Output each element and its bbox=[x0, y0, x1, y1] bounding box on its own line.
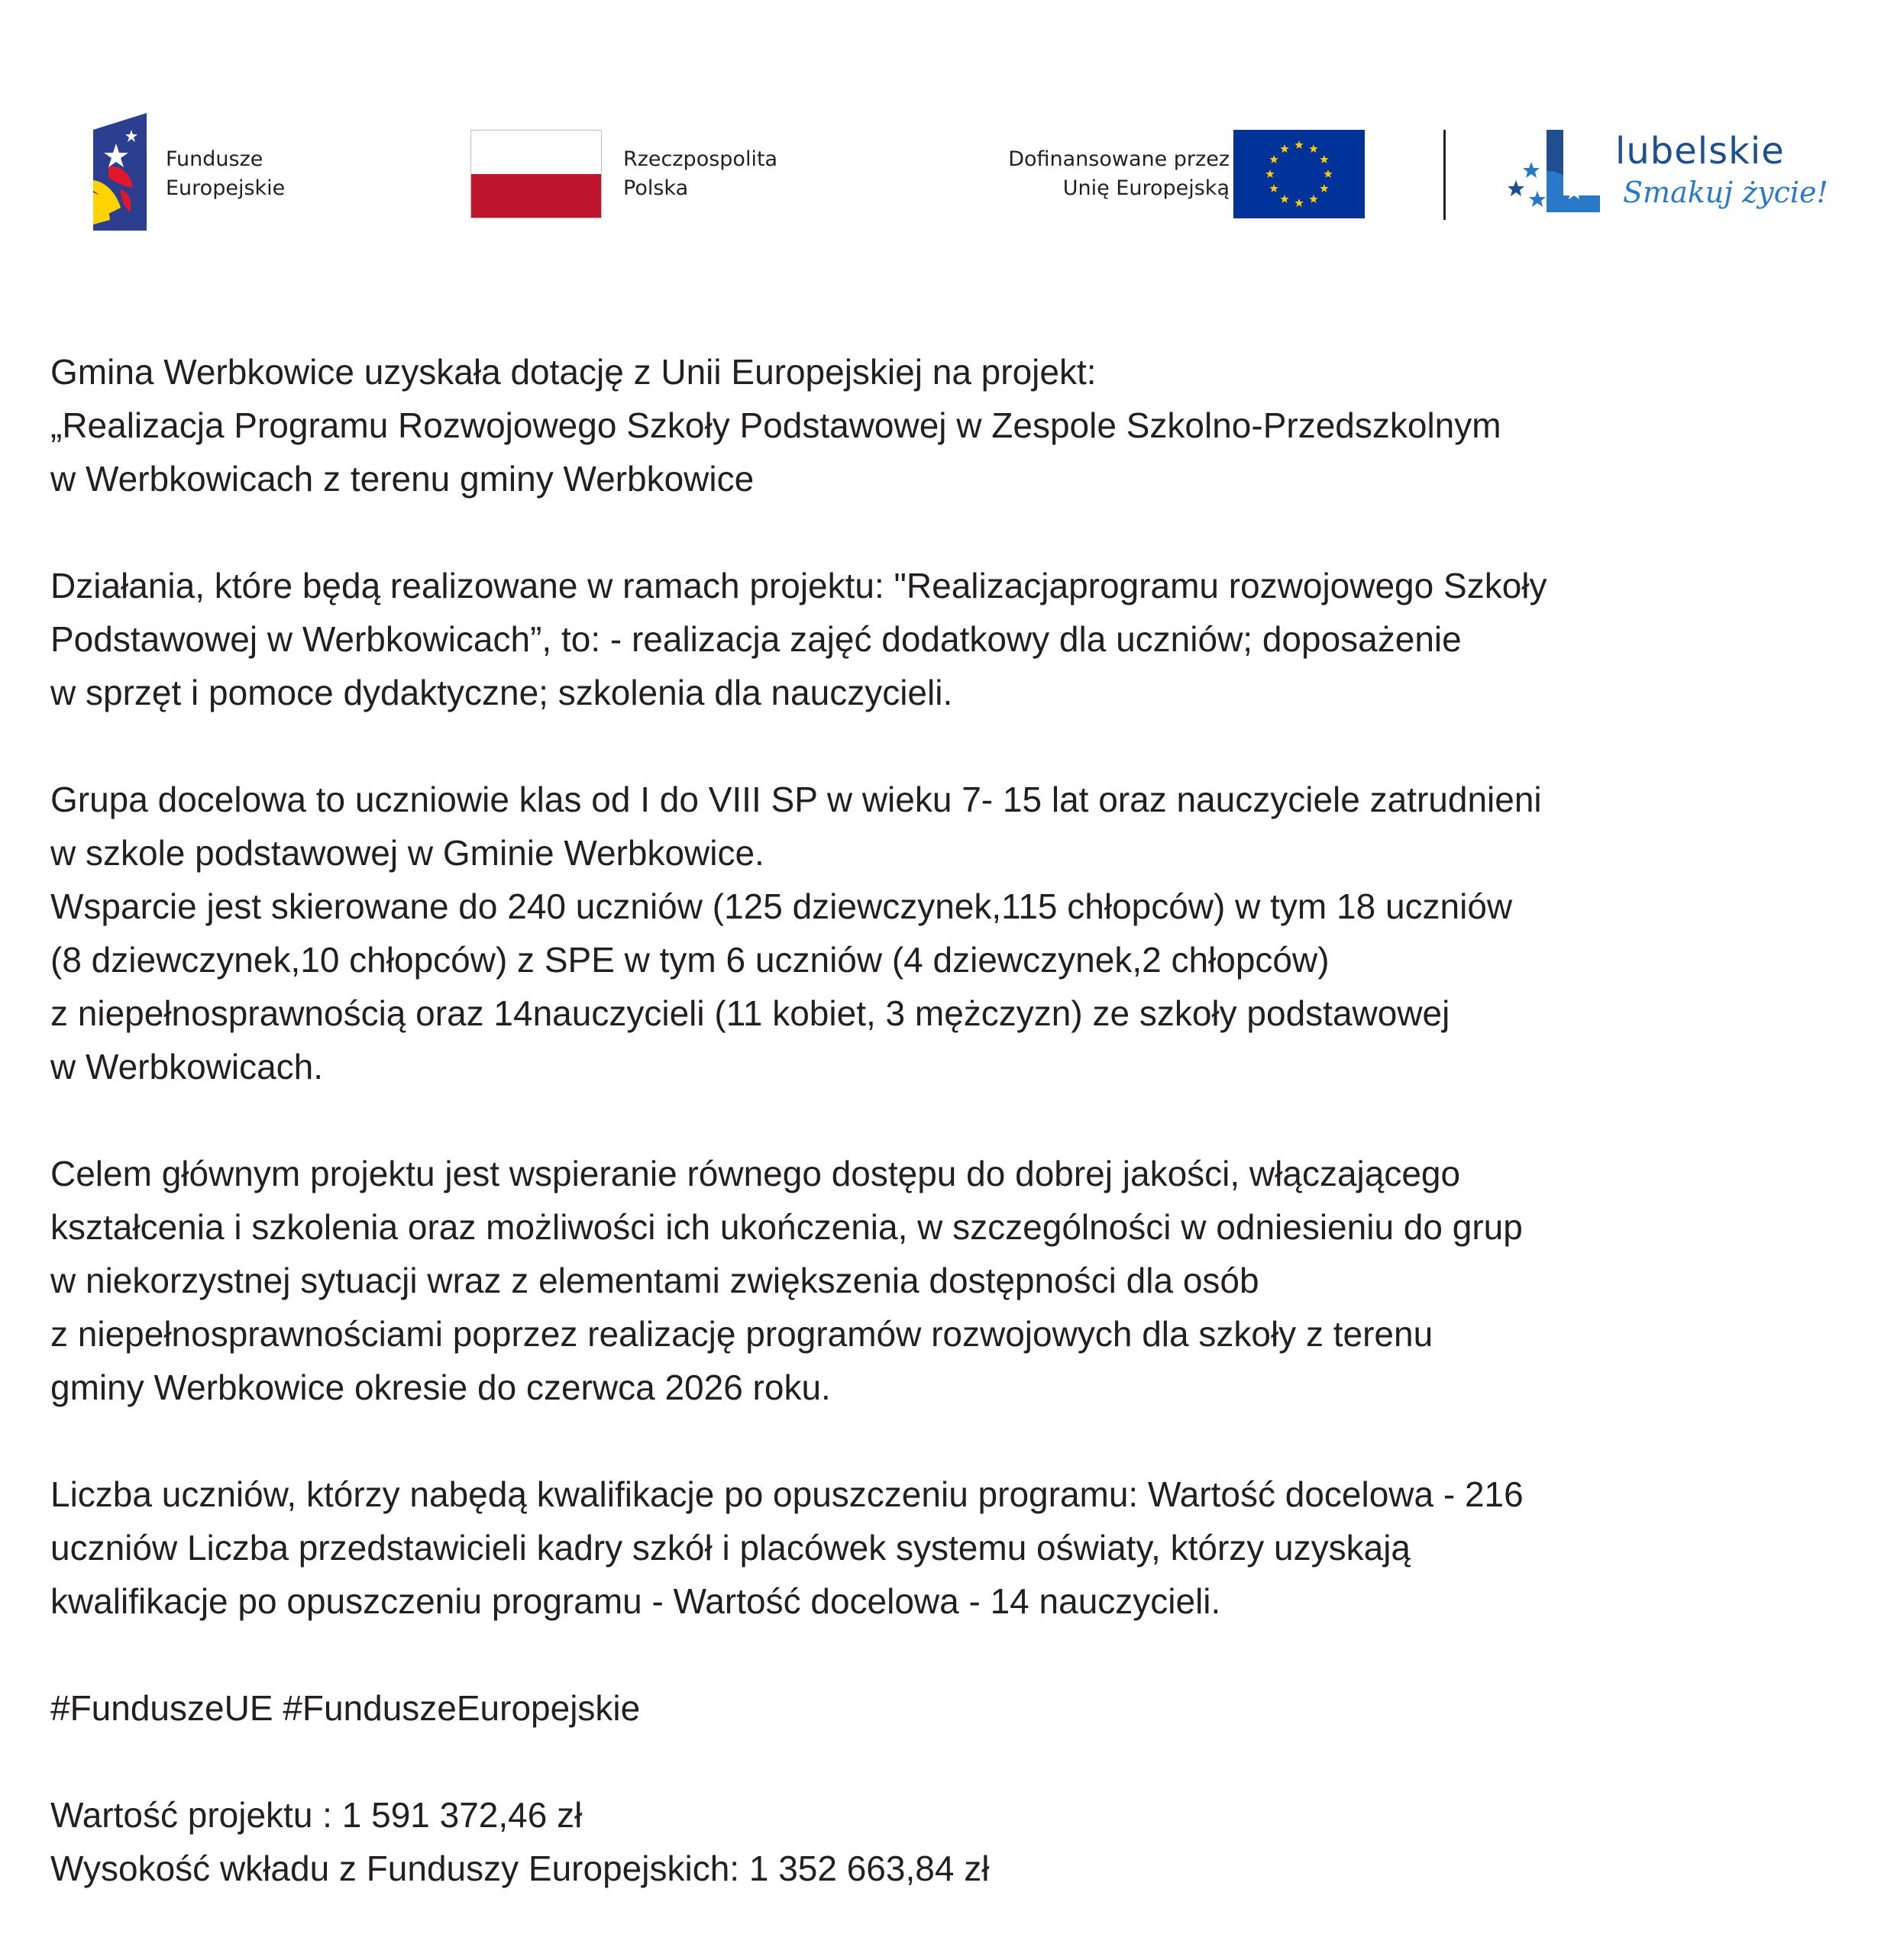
text-line: Gmina Werbkowice uzyskała dotację z Unii Europejskiej na projekt: bbox=[50, 352, 1097, 392]
rzeczpospolita-polska-label bbox=[623, 145, 777, 203]
text-line: z niepełnosprawnościami poprzez realizację programów rozwojowych dla szkoły z terenu bbox=[50, 1314, 1433, 1354]
text-line: Wsparcie jest skierowane do 240 uczniów (125 dziewczynek,115 chłopców) w tym 18 uczniów bbox=[50, 886, 1513, 926]
text-line: z niepełnosprawnością oraz 14nauczycieli (11 kobiet, 3 mężczyzn) ze szkoły podstawowej bbox=[50, 993, 1450, 1033]
poland-flag-icon bbox=[470, 130, 602, 218]
lubelskie-slogan: Smakuj życie! bbox=[1623, 176, 1828, 209]
fundusze-europejskie-label bbox=[166, 145, 285, 203]
paragraph-project-intro bbox=[50, 345, 1868, 505]
lubelskie-name: lubelskie bbox=[1615, 130, 1785, 173]
text-line: „Realizacja Programu Rozwojowego Szkoły Podstawowej w Zespole Szkolno-Przedszkolnym bbox=[50, 405, 1501, 445]
rzeczpospolita-line1: Rzeczpospolita bbox=[623, 147, 778, 171]
logo-divider bbox=[1443, 130, 1446, 220]
rzeczpospolita-line2: Polska bbox=[623, 176, 689, 200]
eu-flag-icon bbox=[1233, 130, 1365, 218]
text-line: Celem głównym projektu jest wspieranie równego dostępu do dobrej jakości, włączającego bbox=[50, 1154, 1461, 1193]
fundusze-europejskie-emblem-icon bbox=[86, 113, 147, 231]
paragraph-main-goal bbox=[50, 1147, 1868, 1414]
text-line: Liczba uczniów, którzy nabędą kwalifikacje po opuszczeniu programu: Wartość docelowa - 216 bbox=[50, 1474, 1524, 1514]
fundusze-line2: Europejskie bbox=[166, 176, 286, 200]
text-line: Działania, które będą realizowane w ramach projektu: "Realizacjaprogramu rozwojowego Szkoły bbox=[50, 566, 1547, 605]
text-line: w szkole podstawowej w Gminie Werbkowice. bbox=[50, 833, 764, 873]
fundusze-line1: Fundusze bbox=[166, 147, 263, 171]
eu-cofinancing-label bbox=[962, 145, 1230, 203]
text-line: w Werbkowicach. bbox=[50, 1047, 324, 1087]
paragraph-indicators bbox=[50, 1468, 1868, 1628]
paragraph-activities bbox=[50, 559, 1868, 719]
text-line: kwalifikacje po opuszczeniu programu - Wartość docelowa - 14 nauczycieli. bbox=[50, 1581, 1221, 1621]
text-line: (8 dziewczynek,10 chłopców) z SPE w tym 6 uczniów (4 dziewczynek,2 chłopców) bbox=[50, 940, 1330, 980]
paragraph-hashtags bbox=[50, 1681, 1868, 1735]
text-line: uczniów Liczba przedstawicieli kadry szkół i placówek systemu oświaty, którzy uzyskają bbox=[50, 1528, 1411, 1568]
text-line: Podstawowej w Werbkowicach”, to: - realizacja zajęć dodatkowy dla uczniów; doposażenie bbox=[50, 619, 1462, 659]
text-line: kształcenia i szkolenia oraz możliwości ich ukończenia, w szczególności w odniesieniu do grup bbox=[50, 1207, 1523, 1247]
eu-line1: Dofinansowane przez bbox=[1008, 147, 1230, 171]
eu-contribution-value: Wysokość wkładu z Funduszy Europejskich: 1 352 663,84 zł bbox=[50, 1849, 990, 1888]
lubelskie-emblem-icon bbox=[1508, 130, 1608, 218]
announcement-body bbox=[50, 345, 1868, 1895]
text-line: w Werbkowicach z terenu gminy Werbkowice bbox=[50, 459, 755, 499]
paragraph-target-group bbox=[50, 773, 1868, 1093]
text-line: w sprzęt i pomoce dydaktyczne; szkolenia dla nauczycieli. bbox=[50, 673, 953, 712]
text-line: gminy Werbkowice okresie do czerwca 2026 roku. bbox=[50, 1367, 831, 1407]
text-line: Grupa docelowa to uczniowie klas od I do VIII SP w wieku 7- 15 lat oraz nauczyciele zatrudnieni bbox=[50, 780, 1542, 819]
paragraph-project-value bbox=[50, 1788, 1868, 1895]
project-value: Wartość projektu : 1 591 372,46 zł bbox=[50, 1795, 583, 1835]
eu-line2: Unię Europejską bbox=[1062, 176, 1230, 200]
logo-bar bbox=[0, 0, 1894, 252]
text-line: w niekorzystnej sytuacji wraz z elementami zwiększenia dostępności dla osób bbox=[50, 1261, 1259, 1300]
hashtags: #FunduszeUE #FunduszeEuropejskie bbox=[50, 1688, 641, 1728]
